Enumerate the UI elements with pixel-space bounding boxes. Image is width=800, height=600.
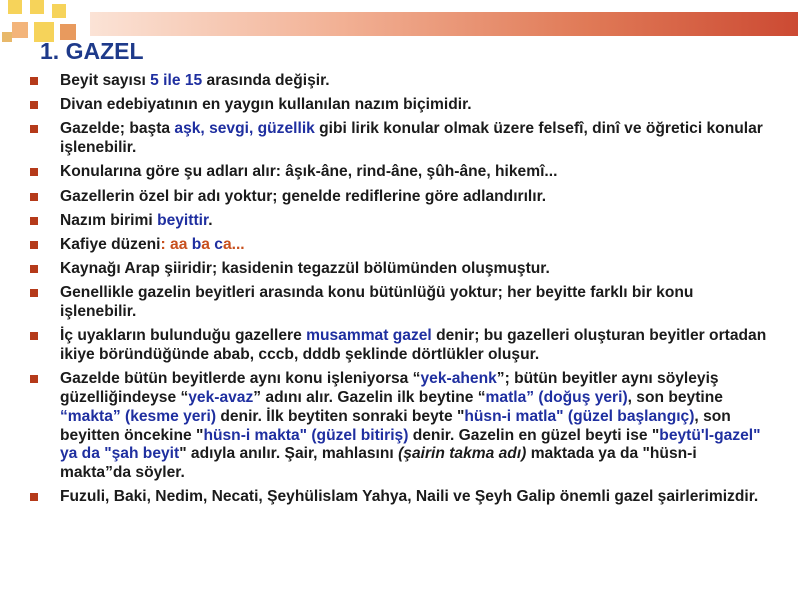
bullet-text-segment: : aa [160, 235, 192, 253]
page-title: 1. GAZEL [40, 38, 144, 64]
bullet-item [30, 120, 770, 158]
bullet-text-segment: İç uyakların bulunduğu gazellere [60, 327, 307, 345]
bullet-text-segment: Fuzuli, Baki, Nedim, Necati, Şeyhülislam Yahya, Naili ve Şeyh Galip önemli gazel şairlerimizdir. [60, 488, 759, 506]
bullet-square-icon [30, 168, 38, 176]
bullet-text-segment: , son beyitten öncekine " [60, 407, 731, 444]
bullet-text-segment: " adıyla anılır. Şair, mahlasını [179, 445, 399, 463]
bullet-text-segment: Beyit sayısı [60, 72, 151, 89]
bullet-text-segment: denir. İlk beytiten sonraki beyte " [216, 407, 465, 425]
bullet-text-segment: aşk, sevgi, güzellik [174, 120, 315, 138]
bullet-text-segment: Kafiye düzeni [60, 235, 161, 253]
bullet-item [30, 212, 770, 231]
bullet-item [30, 370, 770, 483]
bullet-text-segment: Gazelde bütün beyitlerde aynı konu işleniyorsa “ [60, 370, 421, 388]
bullet-square-icon [30, 332, 38, 340]
bullet-text-segment: yek-avaz [188, 389, 254, 407]
bullet-text-segment: ” adını alır. Gazelin ilk beytine “ [253, 389, 486, 407]
bullet-text-segment: Gazellerin özel bir adı yoktur; genelde rediflerine göre adlandırılır. [60, 187, 547, 205]
bullet-item [30, 96, 770, 115]
bullet-text-segment: beytü'l-gazel" ya da "şah beyit [60, 426, 761, 463]
bullet-text-segment: Genellikle gazelin beyitleri arasında konu bütünlüğü yoktur; her beyitte farklı bir konu işlenebilir. [60, 284, 694, 321]
bullet-square-icon [30, 289, 38, 297]
bullet-text-segment: ”; bütün beyitler aynı söyleyiş güzelliğindeyse “ [60, 370, 719, 407]
bullet-square-icon [30, 193, 38, 201]
bullet-text-segment: “makta” (kesme yeri) [60, 407, 217, 425]
bullet-text-segment: denir. Gazelin en güzel beyti ise " [408, 426, 660, 444]
bullet-item [30, 284, 770, 322]
bullet-text-segment: hüsn-i matla" (güzel başlangıç) [464, 407, 695, 425]
bullet-text-segment: Konularına göre şu adları alır: âşık-âne, rind-âne, şûh-âne, hikemî... [60, 163, 558, 181]
bullet-text-segment: gibi lirik konular olmak üzere felsefî, dinî ve öğretici konular işlenebilir. [60, 120, 763, 157]
bullet-text-segment: b [191, 235, 202, 253]
bullet-item [30, 260, 770, 279]
bullet-text-segment: ile [158, 72, 185, 89]
bullet-text-segment: a [201, 235, 215, 253]
bullet-item [30, 72, 770, 91]
bullet-text-segment: 5 [150, 72, 159, 89]
decorative-top-bar [90, 12, 798, 36]
bullet-text-segment: arasında değişir. [202, 72, 330, 89]
bullet-item [30, 188, 770, 207]
bullet-text-segment: 15 [184, 72, 203, 89]
bullet-text-segment: denir; bu gazelleri oluşturan beyitler ortadan ikiye böründüğünde abab, cccb, dddb şeklinde dörtlükler oluşur. [60, 327, 767, 364]
bullet-square-icon [30, 493, 38, 501]
bullet-text-segment: musammat gazel [306, 327, 432, 345]
bullet-text-segment: Divan edebiyatının en yaygın kullanılan nazım biçimidir. [60, 96, 472, 114]
bullet-text-segment: Kaynağı Arap şiiridir; kasidenin tegazzül bölümünden oluşmuştur. [60, 260, 550, 278]
bullet-square-icon [30, 101, 38, 109]
bullet-text-segment: Gazelde; başta [60, 120, 175, 138]
bullet-text-segment: . [208, 211, 213, 229]
bullet-square-icon [30, 265, 38, 273]
bullet-square-icon [30, 125, 38, 133]
bullet-square-icon [30, 217, 38, 225]
bullet-text-segment: a... [222, 235, 245, 253]
bullet-item [30, 163, 770, 182]
bullet-text-segment: c [214, 235, 223, 253]
bullet-text-segment: maktada ya da "hüsn-i makta”da söyler. [60, 445, 697, 482]
bullet-square-icon [30, 77, 38, 85]
bullet-text-segment: , son beytine [627, 389, 723, 407]
bullet-square-icon [30, 241, 38, 249]
bullet-list [30, 72, 770, 513]
bullet-text-segment: yek-ahenk [420, 370, 497, 388]
bullet-item [30, 236, 770, 255]
bullet-text-segment: (şairin takma adı) [398, 445, 527, 463]
bullet-item [30, 327, 770, 365]
bullet-text-segment: matla” (doğuş yeri) [485, 389, 628, 407]
bullet-item [30, 488, 770, 507]
bullet-text-segment: hüsn-i makta" (güzel bitiriş) [203, 426, 409, 444]
bullet-text-segment: beyittir [157, 211, 209, 229]
bullet-text-segment: Nazım birimi [60, 211, 158, 229]
bullet-square-icon [30, 375, 38, 383]
